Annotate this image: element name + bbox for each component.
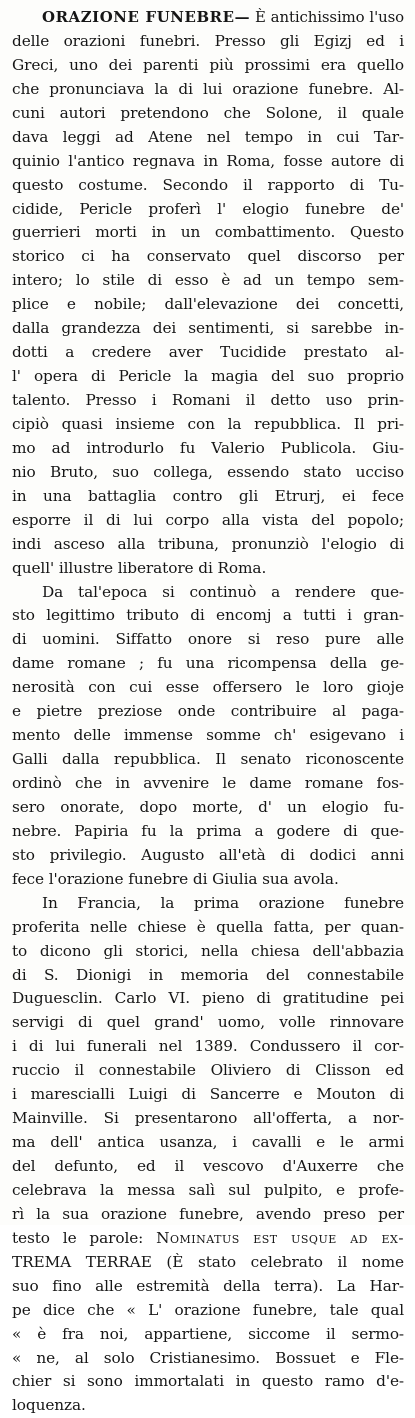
text-line: questo costume. Secondo il rapporto di Tu- bbox=[12, 175, 404, 194]
text-line: Greci, uno dei parenti più prossimi era quello bbox=[12, 55, 404, 74]
text-line: dotti a credere aver Tucidide prestato al- bbox=[12, 343, 404, 362]
text-line: « è fra noi, appartiene, siccome il sermo- bbox=[12, 1324, 404, 1343]
text-line: ruccio il connestabile Oliviero di Clisson ed bbox=[12, 1061, 404, 1080]
text-line: chier si sono immortalati in questo ramo d'e- bbox=[12, 1372, 404, 1391]
text-span: testo le parole: bbox=[12, 1228, 144, 1247]
text-line: rì la sua orazione funebre, avendo preso per bbox=[12, 1204, 404, 1223]
text-line: storico ci ha conservato quel discorso per bbox=[12, 247, 404, 266]
text-line: Galli dalla repubblica. Il senato riconoscente bbox=[12, 750, 404, 769]
text-line: dava leggi ad Atene nel tempo in cui Tar- bbox=[12, 127, 404, 146]
text-line: di S. Dionigi in memoria del connestabile bbox=[12, 965, 404, 984]
text-line: l' opera di Pericle la magia del suo proprio bbox=[12, 367, 404, 386]
text-line bbox=[12, 6, 404, 30]
text-line: indi asceso alla tribuna, pronunziò l'elogio di bbox=[12, 534, 404, 553]
text-line: ma dell' antica usanza, i cavalli e le armi bbox=[12, 1133, 404, 1152]
text-line: sero onorate, dopo morte, d' un elogio fu- bbox=[12, 797, 404, 816]
text-line: suo fino alle estremità della terra). La Har- bbox=[12, 1276, 404, 1295]
text-line: sto privilegio. Augusto all'età di dodici anni bbox=[12, 845, 404, 864]
paragraph-3 bbox=[12, 892, 404, 1418]
text-line: sto legittimo tributo di encomj a tutti i gran- bbox=[12, 606, 404, 625]
text-line: dame romane ; fu una ricompensa della ge- bbox=[12, 654, 404, 673]
text-line: cipiò quasi insieme con la repubblica. Il pri- bbox=[12, 414, 404, 433]
text-line: quinio l'antico regnava in Roma, fosse autore di bbox=[12, 151, 404, 170]
text-line: plice e nobile; dall'elevazione dei concetti, bbox=[12, 295, 404, 314]
text-line: Mainville. Si presentarono all'offerta, a nor- bbox=[12, 1109, 404, 1128]
text-line: di uomini. Siffatto onore si reso pure alle bbox=[12, 630, 404, 649]
text-span: È antichissimo l'uso bbox=[254, 8, 404, 26]
text-line: cidide, Pericle proferì l' elogio funebre de' bbox=[12, 199, 404, 218]
entry-heading: ORAZIONE FUNEBRE— bbox=[42, 8, 251, 26]
text-line: fece l'orazione funebre di Giulia sua avola. bbox=[12, 869, 339, 888]
text-line: quell' illustre liberatore di Roma. bbox=[12, 558, 267, 577]
text-line: delle orazioni funebri. Presso gli Egizj ed i bbox=[12, 31, 404, 50]
text-line: dalla grandezza dei sentimenti, si sarebbe in- bbox=[12, 319, 404, 338]
text-line: talento. Presso i Romani il detto uso prin- bbox=[12, 391, 404, 409]
text-line: servigi di quel grand' uomo, volle rinnovare bbox=[12, 1013, 404, 1032]
text-line: « ne, al solo Cristianesimo. Bossuet e Fle- bbox=[12, 1348, 404, 1367]
text-line: i di lui funerali nel 1389. Condussero il cor- bbox=[12, 1037, 404, 1056]
text-line: mo ad introdurlo fu Valerio Publicola. Giu- bbox=[12, 438, 404, 457]
text-line: nio Bruto, suo collega, essendo stato ucciso bbox=[12, 462, 404, 481]
paragraph-2 bbox=[12, 581, 404, 892]
article-text bbox=[12, 6, 404, 1418]
text-line: proferita nelle chiese è quella fatta, per quan- bbox=[12, 917, 404, 936]
paragraph-1 bbox=[12, 30, 404, 581]
text-line: to dicono gli storici, nella chiesa dell'abbazia bbox=[12, 941, 404, 960]
text-line: nerosità con cui esse offersero le loro gioje bbox=[12, 678, 404, 697]
text-line: i marescialli Luigi di Sancerre e Mouton di bbox=[12, 1085, 404, 1104]
text-line: Da tal'epoca si continuò a rendere que- bbox=[42, 582, 404, 601]
text-line: ordinò che in avvenire le dame romane fos- bbox=[12, 774, 404, 792]
text-line: nebre. Papiria fu la prima a godere di que- bbox=[12, 821, 404, 840]
text-line: del defunto, ed il vescovo d'Auxerre che bbox=[12, 1157, 404, 1175]
text-line: intero; lo stile di esso è ad un tempo sem- bbox=[12, 271, 404, 290]
text-line: TREMA TERRAE (È stato celebrato il nome bbox=[12, 1252, 404, 1271]
text-line: in una battaglia contro gli Etrurj, ei fece bbox=[12, 486, 404, 505]
text-line: esporre il di lui corpo alla vista del popolo; bbox=[12, 510, 404, 529]
text-line: che pronunciava la di lui orazione funebre. Al- bbox=[12, 79, 404, 98]
text-line: Duguesclin. Carlo VI. pieno di gratitudine pei bbox=[12, 989, 404, 1008]
text-line: loquenza. bbox=[12, 1396, 86, 1415]
text-line: pe dice che « L' orazione funebre, tale qual bbox=[12, 1300, 404, 1319]
latin-quote: Nominatus est usque ad ex- bbox=[156, 1228, 404, 1247]
text-line: cuni autori pretendono che Solone, il quale bbox=[12, 103, 404, 122]
text-line: In Francia, la prima orazione funebre bbox=[42, 893, 404, 912]
text-line bbox=[12, 1227, 404, 1251]
text-line: e pietre preziose onde contribuire al paga- bbox=[12, 702, 404, 721]
text-line: mento delle immense somme ch' esigevano i bbox=[12, 726, 404, 745]
text-line: celebrava la messa salì sul pulpito, e profe- bbox=[12, 1180, 404, 1199]
text-line: guerrieri morti in un combattimento. Questo bbox=[12, 223, 404, 242]
